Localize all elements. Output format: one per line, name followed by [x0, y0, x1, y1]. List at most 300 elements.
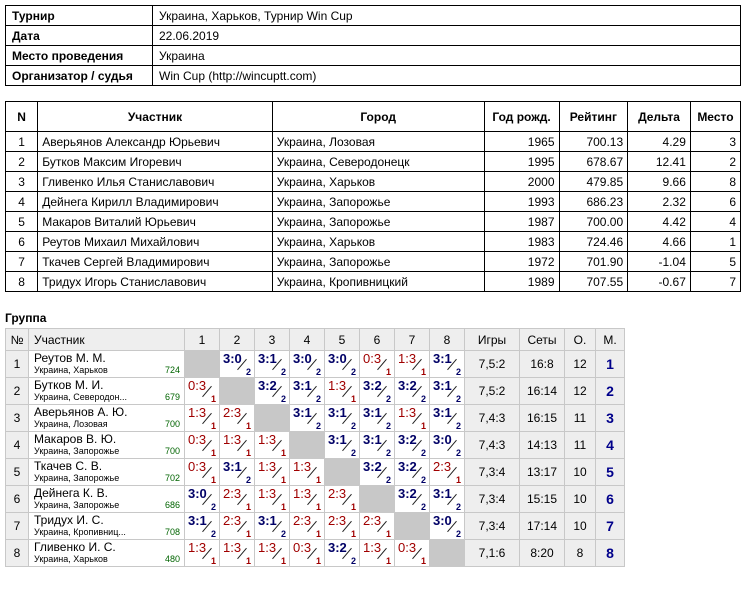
group-place: 3 — [596, 405, 625, 432]
participant-rating: 707.55 — [559, 272, 628, 292]
match-score: 2:3 — [293, 513, 312, 528]
participant-rating: 701.90 — [559, 252, 628, 272]
group-participant-name: Макаров В. Ю. — [34, 432, 117, 446]
group-participant-city: Украина, Лозовая — [34, 419, 108, 429]
match-result — [255, 378, 289, 404]
match-score: 0:3 — [293, 540, 312, 555]
match-result-cell — [290, 540, 325, 567]
match-result-cell — [395, 540, 430, 567]
match-points: 1 — [280, 556, 286, 566]
match-points: 2 — [280, 394, 286, 404]
match-points: 2 — [420, 502, 426, 512]
participant-rating: 686.23 — [559, 192, 628, 212]
participant-birth-year: 1995 — [484, 152, 559, 172]
group-participant-cell — [29, 540, 185, 567]
match-score: 3:2 — [398, 486, 417, 501]
match-score: 3:1 — [328, 405, 347, 420]
match-result-cell — [290, 351, 325, 378]
match-result — [255, 432, 289, 458]
match-score: 1:3 — [258, 486, 277, 501]
match-score: 3:2 — [398, 378, 417, 393]
grid-header-games: Игры — [465, 329, 520, 351]
group-points: 11 — [565, 432, 596, 459]
match-result-cell — [220, 486, 255, 513]
group-games: 7,3:4 — [465, 459, 520, 486]
participant-place: 1 — [690, 232, 740, 252]
match-score: 1:3 — [188, 405, 207, 420]
match-result — [290, 459, 324, 485]
info-label: Место проведения — [6, 46, 153, 66]
match-result-cell — [325, 378, 360, 405]
participant-rating: 700.13 — [559, 132, 628, 152]
match-score: 0:3 — [188, 459, 207, 474]
match-points: 2 — [385, 448, 391, 458]
tournament-info-body — [6, 6, 741, 86]
participant-delta: 9.66 — [628, 172, 691, 192]
group-games: 7,4:3 — [465, 432, 520, 459]
participant-number: 2 — [6, 152, 38, 172]
match-result-cell — [360, 513, 395, 540]
match-points: 1 — [245, 556, 251, 566]
match-result — [395, 351, 429, 377]
group-participant-name: Гливенко И. С. — [34, 540, 116, 554]
match-score: 3:1 — [363, 405, 382, 420]
match-score: 3:2 — [363, 378, 382, 393]
group-row-number: 4 — [6, 432, 29, 459]
participant-birth-year: 1972 — [484, 252, 559, 272]
group-row — [6, 459, 625, 486]
match-result — [220, 432, 254, 458]
match-result-cell — [395, 351, 430, 378]
match-points: 2 — [455, 367, 461, 377]
info-row — [6, 66, 741, 86]
grid-header-participant: Участник — [29, 329, 185, 351]
group-participant-name: Ткачев С. В. — [34, 459, 103, 473]
match-result — [290, 540, 324, 566]
match-result-cell — [255, 432, 290, 459]
match-score: 1:3 — [328, 378, 347, 393]
match-result — [395, 540, 429, 566]
participants-col-header: Рейтинг — [559, 102, 628, 132]
match-result-cell — [430, 459, 465, 486]
group-games: 7,5:2 — [465, 378, 520, 405]
grid-header-opponent: 3 — [255, 329, 290, 351]
match-points: 2 — [385, 421, 391, 431]
group-participant-city: Украина, Запорожье — [34, 473, 120, 483]
participant-row — [6, 152, 741, 172]
match-result-cell — [430, 486, 465, 513]
group-participant-meta — [29, 554, 184, 565]
match-result — [185, 486, 219, 512]
match-points: 1 — [210, 394, 216, 404]
match-score: 1:3 — [398, 351, 417, 366]
match-result — [255, 486, 289, 512]
group-participant-rating: 702 — [164, 473, 180, 483]
participant-city: Украина, Харьков — [272, 232, 484, 252]
match-score: 1:3 — [258, 432, 277, 447]
grid-header-opponent: 5 — [325, 329, 360, 351]
match-result — [290, 378, 324, 404]
group-place: 2 — [596, 378, 625, 405]
match-score: 3:2 — [398, 432, 417, 447]
match-result-cell — [220, 405, 255, 432]
participant-rating: 700.00 — [559, 212, 628, 232]
match-score: 2:3 — [328, 486, 347, 501]
match-score: 1:3 — [258, 540, 277, 555]
self-match-cell — [430, 540, 465, 567]
match-score: 3:1 — [188, 513, 207, 528]
match-result-cell — [185, 459, 220, 486]
match-points: 2 — [350, 367, 356, 377]
match-result — [395, 405, 429, 431]
match-result — [255, 540, 289, 566]
match-result — [255, 513, 289, 539]
self-match-cell — [395, 513, 430, 540]
participant-number: 3 — [6, 172, 38, 192]
participant-row — [6, 232, 741, 252]
match-result-cell — [255, 540, 290, 567]
group-participant-meta — [29, 500, 184, 511]
match-points: 2 — [280, 529, 286, 539]
group-games: 7,4:3 — [465, 405, 520, 432]
group-points: 11 — [565, 405, 596, 432]
self-match-cell — [255, 405, 290, 432]
match-result-cell — [185, 513, 220, 540]
participant-name: Реутов Михаил Михайлович — [38, 232, 273, 252]
participant-number: 8 — [6, 272, 38, 292]
group-participant-meta — [29, 419, 184, 430]
match-result — [360, 432, 394, 458]
match-score: 1:3 — [258, 459, 277, 474]
participant-rating: 678.67 — [559, 152, 628, 172]
match-result — [360, 459, 394, 485]
group-participant-name: Бутков М. И. — [34, 378, 104, 392]
participant-city: Украина, Северодонецк — [272, 152, 484, 172]
group-participant-name: Дейнега К. В. — [34, 486, 108, 500]
match-result — [290, 486, 324, 512]
group-row-number: 7 — [6, 513, 29, 540]
match-result — [395, 378, 429, 404]
participant-delta: 4.29 — [628, 132, 691, 152]
match-result-cell — [395, 459, 430, 486]
match-result-cell — [360, 378, 395, 405]
match-result-cell — [395, 486, 430, 513]
group-participant-city: Украина, Северодон... — [34, 392, 127, 402]
participant-city: Украина, Запорожье — [272, 212, 484, 232]
grid-header-sets: Сеты — [520, 329, 565, 351]
match-points: 1 — [280, 475, 286, 485]
match-points: 1 — [210, 421, 216, 431]
match-score: 1:3 — [363, 540, 382, 555]
match-points: 2 — [420, 394, 426, 404]
participant-name: Аверьянов Александр Юрьевич — [38, 132, 273, 152]
participants-col-header: Участник — [38, 102, 273, 132]
match-result-cell — [185, 540, 220, 567]
match-result — [395, 459, 429, 485]
match-points: 1 — [245, 529, 251, 539]
group-games: 7,5:2 — [465, 351, 520, 378]
grid-header-points: О. — [565, 329, 596, 351]
group-row-number: 1 — [6, 351, 29, 378]
group-grid-table — [5, 328, 625, 567]
participant-row — [6, 172, 741, 192]
participant-row — [6, 132, 741, 152]
match-result — [290, 405, 324, 431]
match-score: 3:1 — [258, 351, 277, 366]
match-result — [430, 486, 464, 512]
match-result-cell — [395, 378, 430, 405]
group-participant-cell — [29, 486, 185, 513]
group-place: 4 — [596, 432, 625, 459]
match-result — [220, 351, 254, 377]
group-participant-name: Реутов М. М. — [34, 351, 106, 365]
match-score: 3:1 — [433, 351, 452, 366]
participants-col-header: Место — [690, 102, 740, 132]
info-row — [6, 46, 741, 66]
match-score: 3:0 — [433, 432, 452, 447]
group-points: 10 — [565, 513, 596, 540]
group-participant-rating: 686 — [164, 500, 180, 510]
match-score: 2:3 — [223, 513, 242, 528]
participants-header — [6, 102, 741, 132]
group-sets: 8:20 — [520, 540, 565, 567]
match-result — [360, 405, 394, 431]
match-score: 3:1 — [433, 378, 452, 393]
match-result-cell — [360, 432, 395, 459]
group-row-number: 8 — [6, 540, 29, 567]
match-score: 3:0 — [293, 351, 312, 366]
participant-rating: 724.46 — [559, 232, 628, 252]
match-score: 3:1 — [328, 432, 347, 447]
match-score: 0:3 — [398, 540, 417, 555]
match-points: 2 — [245, 367, 251, 377]
match-score: 3:1 — [363, 432, 382, 447]
match-result — [185, 513, 219, 539]
match-score: 0:3 — [363, 351, 382, 366]
grid-header-opponent: 2 — [220, 329, 255, 351]
participant-city: Украина, Харьков — [272, 172, 484, 192]
match-result — [185, 378, 219, 404]
group-games: 7,1:6 — [465, 540, 520, 567]
match-result-cell — [430, 405, 465, 432]
participant-city: Украина, Запорожье — [272, 252, 484, 272]
participant-place: 8 — [690, 172, 740, 192]
match-result-cell — [290, 405, 325, 432]
participant-number: 7 — [6, 252, 38, 272]
participant-city: Украина, Лозовая — [272, 132, 484, 152]
group-row-number: 2 — [6, 378, 29, 405]
match-result-cell — [255, 378, 290, 405]
match-result — [325, 405, 359, 431]
group-participant-rating: 724 — [164, 365, 180, 375]
match-score: 3:0 — [328, 351, 347, 366]
participant-place: 2 — [690, 152, 740, 172]
match-score: 3:1 — [223, 459, 242, 474]
info-row — [6, 26, 741, 46]
match-result — [430, 351, 464, 377]
group-participant-city: Украина, Харьков — [34, 554, 108, 564]
match-points: 2 — [315, 367, 321, 377]
group-place: 1 — [596, 351, 625, 378]
match-score: 1:3 — [188, 540, 207, 555]
match-result-cell — [360, 351, 395, 378]
participant-row — [6, 272, 741, 292]
group-row — [6, 378, 625, 405]
match-result — [325, 513, 359, 539]
match-result-cell — [325, 351, 360, 378]
self-match-cell — [290, 432, 325, 459]
participants-col-header: N — [6, 102, 38, 132]
group-place: 7 — [596, 513, 625, 540]
match-score: 2:3 — [433, 459, 452, 474]
group-participant-cell — [29, 459, 185, 486]
match-score: 0:3 — [188, 378, 207, 393]
group-row — [6, 405, 625, 432]
participant-name: Макаров Виталий Юрьевич — [38, 212, 273, 232]
match-result-cell — [290, 486, 325, 513]
match-result — [325, 378, 359, 404]
participants-body — [6, 132, 741, 292]
participant-birth-year: 1987 — [484, 212, 559, 232]
match-points: 1 — [385, 556, 391, 566]
match-result — [430, 405, 464, 431]
participant-row — [6, 252, 741, 272]
group-participant-meta — [29, 446, 184, 457]
participants-table — [5, 101, 741, 292]
match-score: 2:3 — [223, 405, 242, 420]
match-points: 1 — [210, 448, 216, 458]
group-participant-meta — [29, 365, 184, 376]
group-points: 8 — [565, 540, 596, 567]
match-result — [185, 432, 219, 458]
group-participant-city: Украина, Харьков — [34, 365, 108, 375]
grid-header-place: М. — [596, 329, 625, 351]
group-row — [6, 351, 625, 378]
group-row-number: 6 — [6, 486, 29, 513]
match-result — [220, 513, 254, 539]
participant-place: 3 — [690, 132, 740, 152]
match-result-cell — [290, 378, 325, 405]
match-result — [290, 513, 324, 539]
group-title: Группа — [5, 311, 47, 325]
info-value: Win Cup (http://wincuptt.com) — [153, 66, 741, 86]
group-place: 8 — [596, 540, 625, 567]
info-value: Украина — [153, 46, 741, 66]
info-row — [6, 6, 741, 26]
match-points: 2 — [385, 475, 391, 485]
group-sets: 17:14 — [520, 513, 565, 540]
match-result-cell — [325, 432, 360, 459]
match-score: 0:3 — [188, 432, 207, 447]
participant-name: Дейнега Кирилл Владимирович — [38, 192, 273, 212]
match-result-cell — [395, 405, 430, 432]
match-result — [220, 486, 254, 512]
participant-name: Тридух Игорь Станиславович — [38, 272, 273, 292]
participant-delta: 4.42 — [628, 212, 691, 232]
match-points: 1 — [210, 556, 216, 566]
info-value: 22.06.2019 — [153, 26, 741, 46]
match-points: 2 — [455, 448, 461, 458]
match-result-cell — [185, 405, 220, 432]
match-result-cell — [185, 378, 220, 405]
match-result — [185, 405, 219, 431]
group-participant-cell — [29, 351, 185, 378]
match-score: 3:1 — [433, 405, 452, 420]
group-games: 7,3:4 — [465, 513, 520, 540]
participant-rating: 479.85 — [559, 172, 628, 192]
match-points: 2 — [245, 475, 251, 485]
match-points: 1 — [315, 556, 321, 566]
info-label: Организатор / судья — [6, 66, 153, 86]
group-participant-rating: 700 — [164, 419, 180, 429]
group-participant-city: Украина, Запорожье — [34, 500, 120, 510]
match-score: 2:3 — [328, 513, 347, 528]
match-score: 2:3 — [363, 513, 382, 528]
self-match-cell — [185, 351, 220, 378]
match-result — [255, 351, 289, 377]
group-row-number: 5 — [6, 459, 29, 486]
group-participant-city: Украина, Запорожье — [34, 446, 120, 456]
group-points: 10 — [565, 459, 596, 486]
group-points: 12 — [565, 351, 596, 378]
match-points: 2 — [455, 502, 461, 512]
self-match-cell — [220, 378, 255, 405]
match-score: 3:1 — [293, 405, 312, 420]
group-row — [6, 432, 625, 459]
match-score: 3:1 — [258, 513, 277, 528]
participant-number: 6 — [6, 232, 38, 252]
match-points: 2 — [385, 394, 391, 404]
match-result — [325, 540, 359, 566]
grid-header-number: № — [6, 329, 29, 351]
match-points: 1 — [280, 448, 286, 458]
match-result-cell — [360, 405, 395, 432]
match-result — [395, 486, 429, 512]
group-participant-city: Украина, Кропивниц... — [34, 527, 126, 537]
match-points: 2 — [315, 394, 321, 404]
match-points: 1 — [350, 529, 356, 539]
match-result-cell — [360, 540, 395, 567]
match-result-cell — [430, 432, 465, 459]
grid-header-opponent: 6 — [360, 329, 395, 351]
group-sets: 16:15 — [520, 405, 565, 432]
participants-col-header: Год рожд. — [484, 102, 559, 132]
match-result-cell — [185, 432, 220, 459]
match-points: 1 — [420, 367, 426, 377]
participant-place: 6 — [690, 192, 740, 212]
match-score: 1:3 — [398, 405, 417, 420]
group-sets: 14:13 — [520, 432, 565, 459]
match-points: 1 — [245, 502, 251, 512]
group-row — [6, 513, 625, 540]
match-result-cell — [220, 513, 255, 540]
group-row-number: 3 — [6, 405, 29, 432]
group-row — [6, 540, 625, 567]
group-participant-rating: 700 — [164, 446, 180, 456]
match-result-cell — [255, 459, 290, 486]
info-label: Турнир — [6, 6, 153, 26]
match-result — [395, 432, 429, 458]
match-result-cell — [220, 351, 255, 378]
group-participant-name: Аверьянов А. Ю. — [34, 405, 128, 419]
match-result-cell — [325, 513, 360, 540]
match-result — [325, 486, 359, 512]
group-place: 6 — [596, 486, 625, 513]
match-result — [430, 459, 464, 485]
match-score: 3:0 — [433, 513, 452, 528]
group-grid-header — [6, 329, 625, 351]
match-result-cell — [220, 540, 255, 567]
